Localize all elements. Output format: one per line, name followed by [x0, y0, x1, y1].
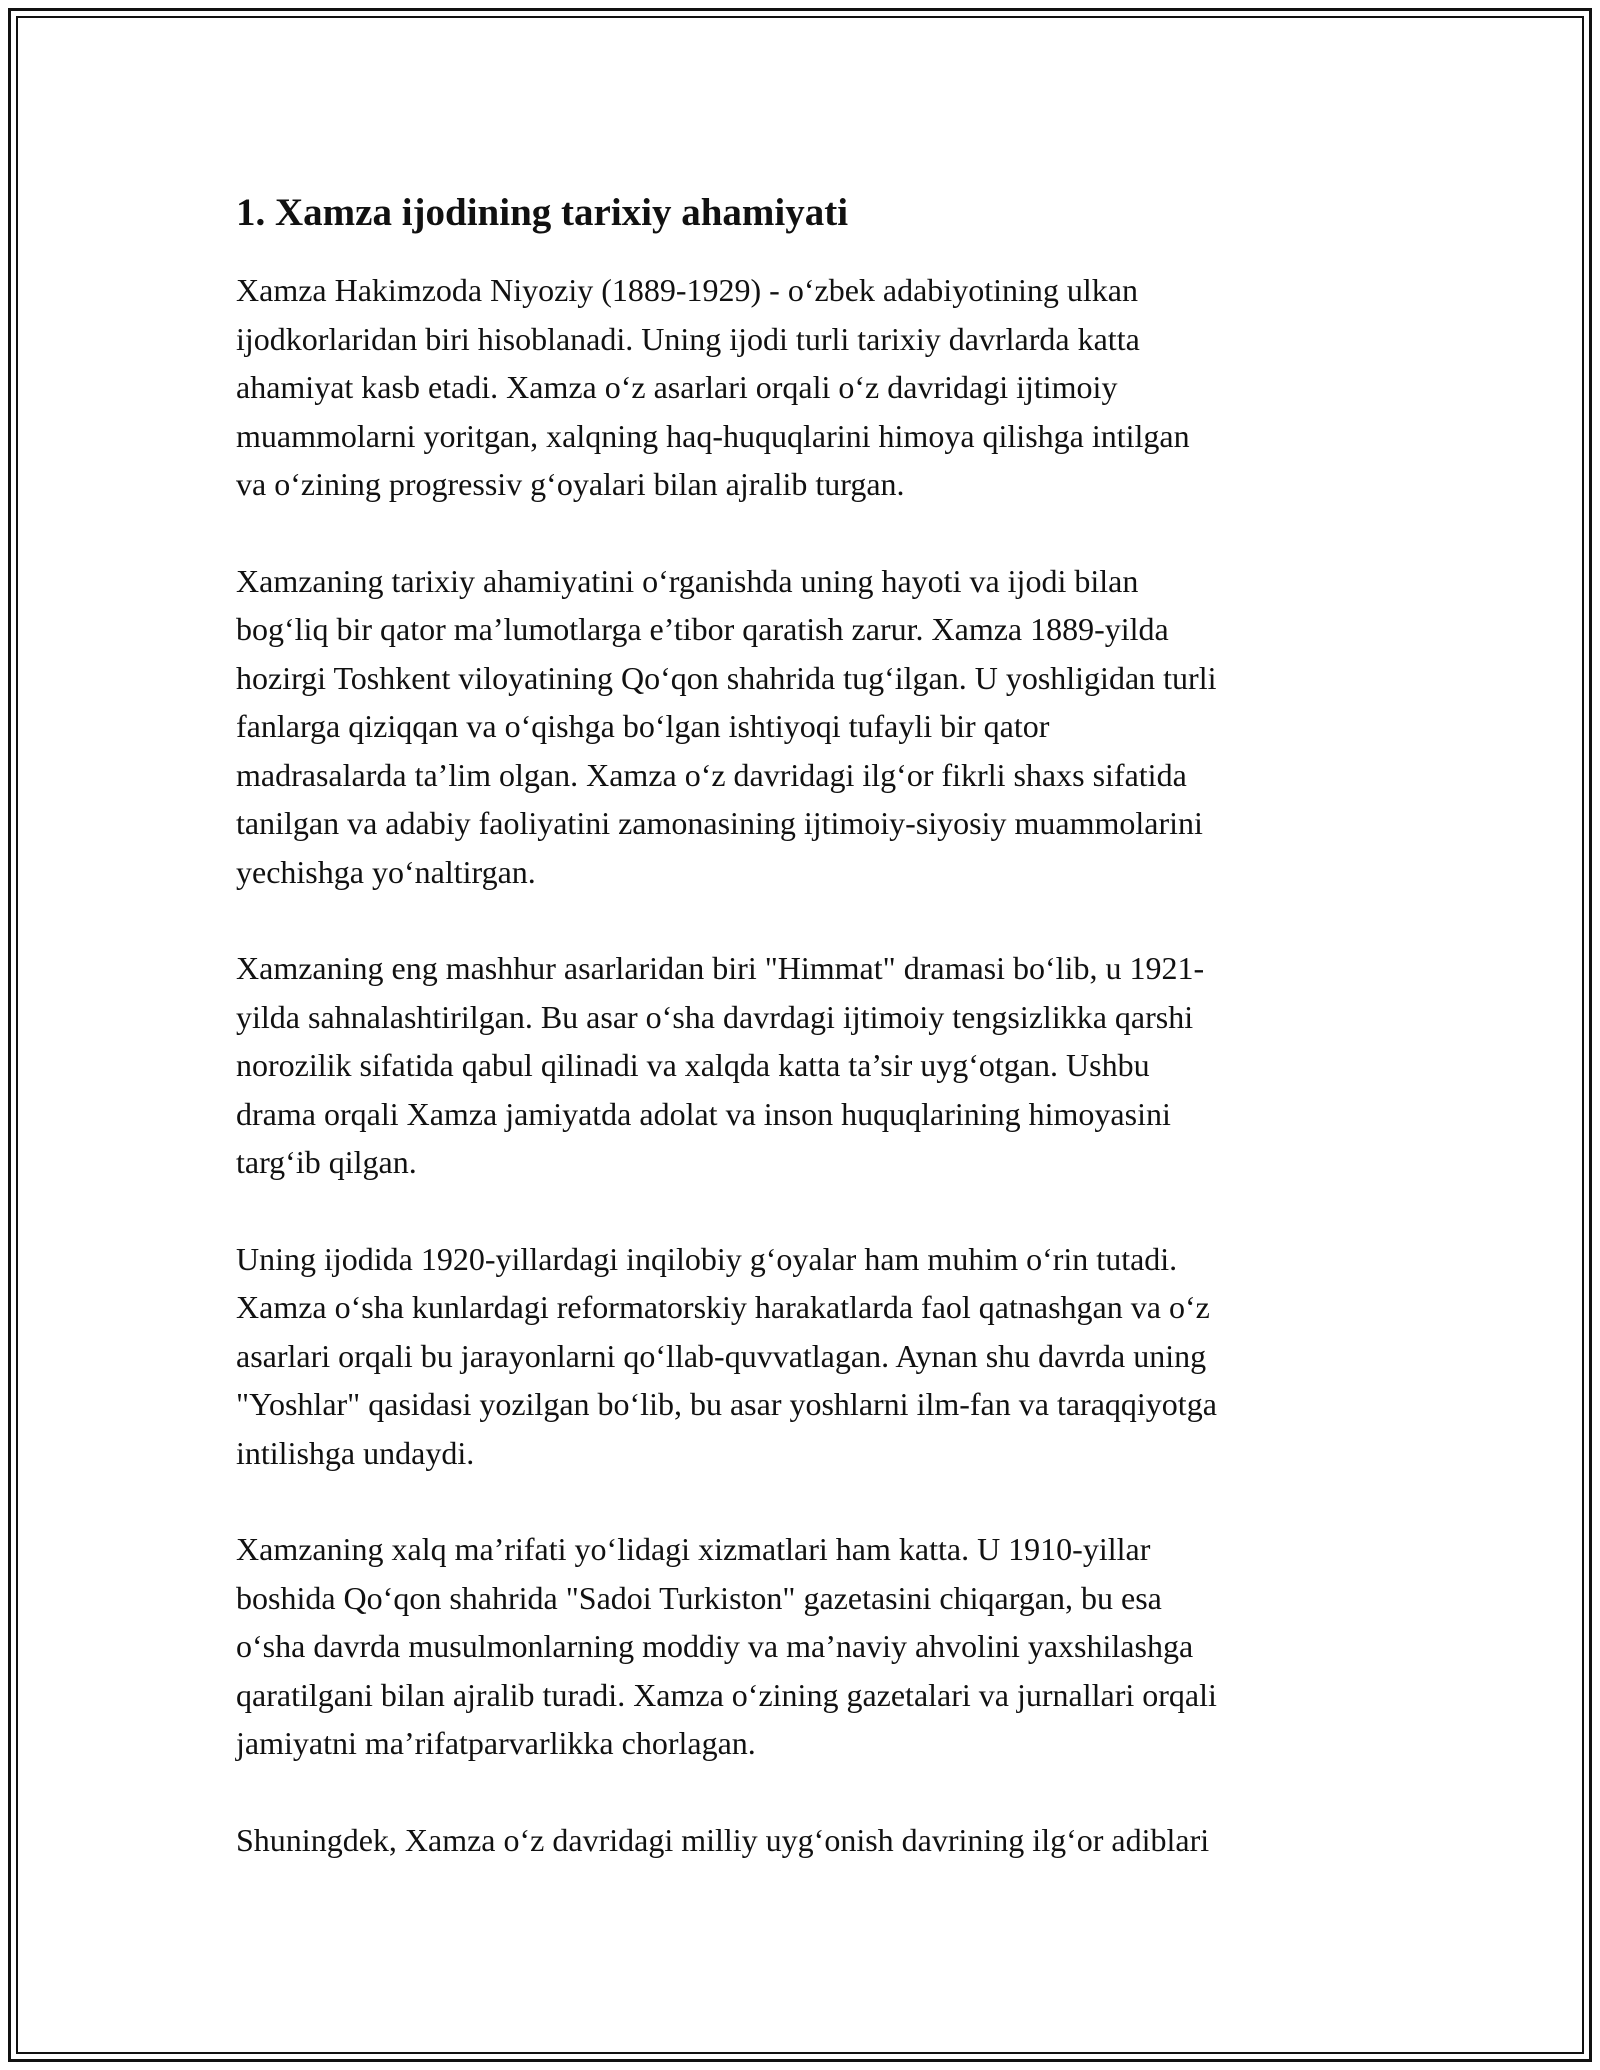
paragraph-5: Xamzaning xalq ma’rifati yo‘lidagi xizmatlari ham katta. U 1910-yillar boshida Qo‘qon shahrida "Sadoi Turkiston" gazetasini chiqargan, bu esa o‘sha davrda musulmonlarning moddiy va ma’naviy ahvolini yaxshilashga qaratilgani bilan ajralib turadi. Xamza o‘zining gazetalari va jurnallari orqali jamiyatni ma’rifatparvarlikka chorlagan. — [236, 1531, 1217, 1761]
paragraph-1: Xamza Hakimzoda Niyoziy (1889-1929) - o‘zbek adabiyotining ulkan ijodkorlaridan biri hisoblanadi. Uning ijodi turli tarixiy davrlarda katta ahamiyat kasb etadi. Xamza o‘z asarlari orqali o‘z davridagi ijtimoiy muammolarni yoritgan, xalqning haq-huquqlarini himoya qilishga intilgan va o‘zining progressiv g‘oyalari bilan ajralib turgan. — [236, 272, 1190, 502]
document-body — [236, 186, 1368, 1912]
section-title: 1. Xamza ijodining tarixiy ahamiyati — [236, 191, 849, 234]
paragraph-6: Shuningdek, Xamza o‘z davridagi milliy uyg‘onish davrining ilg‘or adiblari — [236, 1821, 1210, 1858]
paragraph-4: Uning ijodida 1920-yillardagi inqilobiy g‘oyalar ham muhim o‘rin tutadi. Xamza o‘sha kunlardagi reformatorskiy harakatlarda faol qatnashgan va o‘z asarlari orqali bu jarayonlarni qo‘llab-quvvatlagan. Aynan shu davrda uning "Yoshlar" qasidasi yozilgan bo‘lib, bu asar yoshlarni ilm-fan va taraqqiyotga intilishga undaydi. — [236, 1240, 1217, 1471]
paragraph-2: Xamzaning tarixiy ahamiyatini o‘rganishda uning hayoti va ijodi bilan bog‘liq bir qator ma’lumotlarga e’tibor qaratish zarur. Xamza 1889-yilda hozirgi Toshkent viloyatining Qo‘qon shahrida tug‘ilgan. U yoshligidan turli fanlarga qiziqqan va o‘qishga bo‘lgan ishtiyoqi tufayli bir qator madrasalarda ta’lim olgan. Xamza o‘z davridagi ilg‘or fikrli shaxs sifatida tanilgan va adabiy faoliyatini zamonasining ijtimoiy-siyosiy muammolarini yechishga yo‘naltirgan. — [236, 562, 1217, 890]
paragraph-3: Xamzaning eng mashhur asarlaridan biri "Himmat" dramasi bo‘lib, u 1921- yilda sahnalashtirilgan. Bu asar o‘sha davrdagi ijtimoiy tengsizlikka qarshi norozilik sifatida qabul qilinadi va xalqda katta ta’sir uyg‘otgan. Ushbu drama orqali Xamza jamiyatda adolat va inson huquqlarining himoyasini targ‘ib qilgan. — [236, 950, 1205, 1180]
